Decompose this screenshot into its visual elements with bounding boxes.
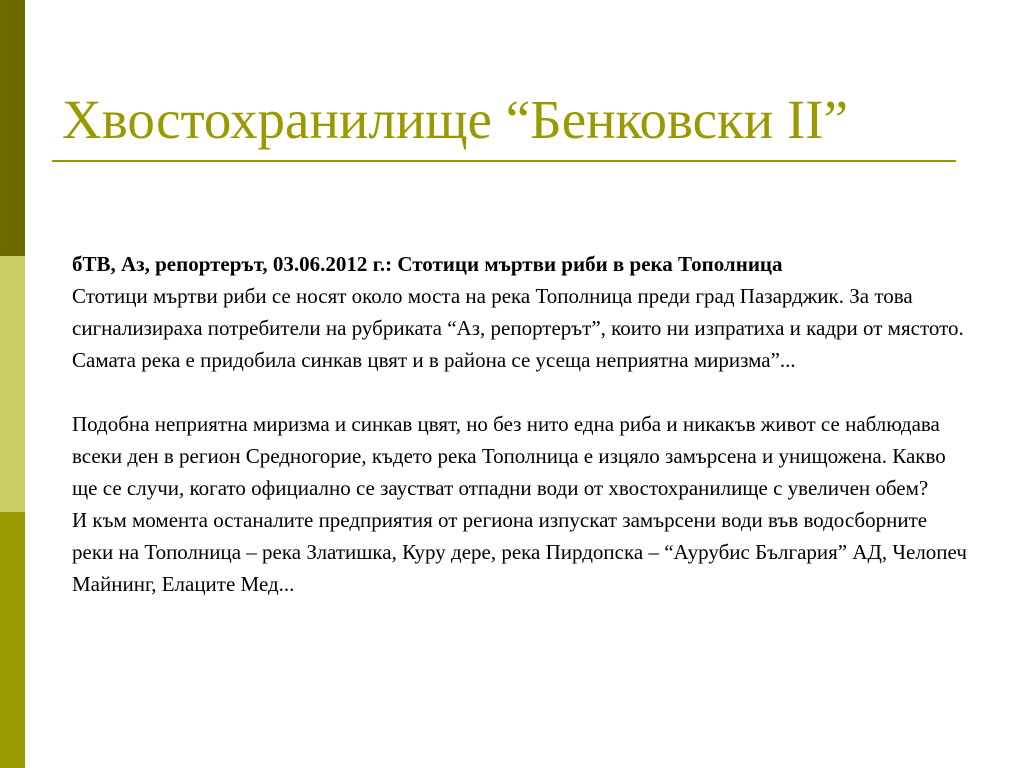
sidebar-band-top	[0, 0, 25, 256]
title-underline	[52, 160, 956, 162]
slide-title: Хвостохранилище “Бенковски II”	[62, 89, 848, 150]
body-paragraph-1: Стотици мъртви риби се носят около моста на река Тополница преди град Пазарджик. За това сигнализираха потребители на рубриката “Аз, репортерът”, които ни изпратиха и кадри от мястото.	[72, 284, 964, 340]
sidebar-band-bottom	[0, 512, 25, 768]
news-headline: бТВ, Аз, репортерът, 03.06.2012 г.: Стотици мъртви риби в река Тополница	[72, 252, 783, 276]
body-paragraph-4: И към момента останалите предприятия от региона изпускат замърсени води във водосборните реки на Тополница – река Златишка, Куру дере, река Пирдопска – “Аурубис България” АД, Челопеч Майнинг, Елаците Мед...	[72, 508, 967, 596]
body-paragraph-3: Подобна неприятна миризма и синкав цвят, но без нито една риба и никакъв живот се наблюдава всеки ден в регион Средногорие, където река Тополница е изцяло замърсена и унищожена. Какво ще се случи, когато официално се заустват отпадни води от хвостохранилище с увеличен обем?	[72, 412, 946, 500]
paragraph-spacer	[72, 376, 972, 408]
slide-body	[72, 248, 972, 600]
sidebar-band-middle	[0, 256, 25, 512]
body-paragraph-2: Самата река е придобила синкав цвят и в района се усеща неприятна миризма”...	[72, 348, 796, 372]
